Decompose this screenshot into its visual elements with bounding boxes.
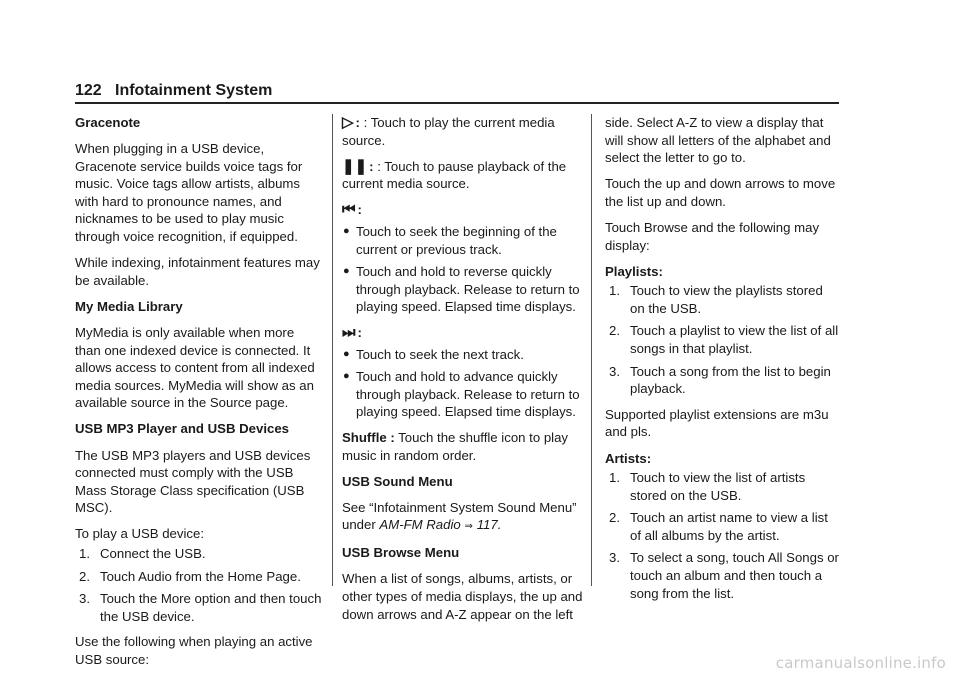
pause-description: ❚❚ : : Touch to pause playback of the current media source. (342, 157, 567, 192)
list-item (342, 368, 584, 421)
shuffle-description (342, 429, 584, 464)
play-text: : Touch to play the current media source. (342, 115, 555, 148)
sound-see-text: See “Infotainment System Sound Menu” under (342, 499, 577, 533)
list-item (342, 223, 584, 258)
column-3 (605, 114, 841, 610)
page-number: 122 (75, 82, 102, 99)
play-icon: ▷ (342, 114, 354, 131)
step-number: 1. (79, 545, 90, 561)
az-paragraph: side. Select A-Z to view a display that will show all letters of the alphabet and select the letter to go to. (605, 115, 831, 166)
seek-back-label: ⏮ : (342, 201, 362, 219)
seek-forward-icon: ⏭ (342, 323, 356, 341)
shuffle-text: Touch the shuffle icon to play music in random order. (342, 429, 569, 463)
bullet-text: Touch and hold to reverse quickly through playback. Release to return to playing speed. Elapsed time displays. (356, 264, 580, 315)
step-number: 2. (79, 568, 90, 584)
step-number: 3. (609, 550, 620, 566)
step-text: Touch to view the playlists stored on the USB. (630, 283, 823, 316)
mymedia-paragraph: MyMedia is only available when more than one indexed device is connected. It allows access to content from all indexed media sources. MyMedia will show as an available source in the Source page. (75, 324, 315, 411)
step-number: 2. (609, 510, 620, 526)
bullet-text: Touch and hold to advance quickly through playback. Release to return to playing speed. Elapsed time displays. (356, 369, 580, 420)
step-text: Touch the More option and then touch the USB device. (100, 591, 322, 624)
step-text: Touch Audio from the Home Page. (100, 568, 301, 584)
column-1 (75, 114, 323, 677)
mymedia-heading: My Media Library (75, 298, 183, 314)
column-2 (342, 114, 584, 632)
step-text: Touch an artist name to view a list of all albums by the artist. (630, 510, 828, 543)
extensions-paragraph: Supported playlist extensions are m3u and pls. (605, 406, 829, 440)
step-number: 3. (609, 363, 620, 379)
usb-mp3-paragraph: The USB MP3 players and USB devices connected must comply with the USB Mass Storage Class specification (USB MSC). (75, 447, 311, 516)
gracenote-heading: Gracenote (75, 115, 141, 130)
to-play-paragraph: To play a USB device: (75, 526, 205, 542)
step-number: 1. (609, 470, 620, 486)
artists-heading: Artists: (605, 450, 652, 466)
list-item (79, 568, 323, 586)
step-text: Touch a playlist to view the list of all songs in that playlist. (630, 323, 839, 357)
browse-menu-heading: USB Browse Menu (342, 545, 460, 561)
page-ref-icon: ⇒ (461, 521, 476, 533)
list-item (609, 509, 841, 544)
page-header (75, 82, 837, 104)
step-number: 1. (609, 283, 620, 299)
list-item (609, 469, 841, 504)
bullet-icon: ● (343, 224, 350, 237)
bullet-icon: ● (343, 347, 350, 360)
watermark: carmanualsonline.info (775, 654, 946, 672)
seek-back-list (342, 223, 584, 316)
play-description: ▷ : : Touch to play the current media source. (342, 114, 555, 148)
shuffle-label: Shuffle : (342, 429, 395, 445)
usb-steps-list (75, 545, 323, 625)
section-title: Infotainment System (115, 82, 273, 99)
use-following-paragraph: Use the following when playing an active USB source: (75, 634, 313, 667)
playlists-list (605, 282, 841, 398)
bullet-icon: ● (343, 370, 350, 383)
artists-list (605, 469, 841, 602)
browse-paragraph: Touch Browse and the following may display: (605, 219, 820, 253)
list-item (79, 545, 323, 563)
sound-menu-paragraph (342, 499, 584, 536)
step-number: 3. (79, 591, 90, 607)
bullet-text: Touch to seek the next track. (356, 346, 524, 362)
column-divider (332, 114, 333, 586)
list-item (342, 263, 584, 316)
step-text: Connect the USB. (100, 545, 206, 561)
bullet-text: Touch to seek the beginning of the current or previous track. (356, 223, 557, 257)
list-item (342, 346, 584, 364)
list-item (609, 322, 841, 357)
playlists-heading: Playlists: (605, 263, 663, 279)
seek-back-icon: ⏮ (342, 201, 356, 219)
seek-forward-list (342, 346, 584, 421)
pause-icon: ❚❚ (342, 157, 368, 175)
step-text: Touch a song from the list to begin playback. (630, 363, 831, 397)
list-item (79, 590, 323, 625)
header-rule (75, 102, 839, 104)
usb-mp3-heading: USB MP3 Player and USB Devices (75, 421, 290, 437)
arrows-paragraph: Touch the up and down arrows to move the list up and down. (605, 176, 836, 209)
seek-forward-label: ⏭ : (342, 323, 362, 341)
list-item (609, 363, 841, 398)
list-item (609, 282, 841, 317)
pause-text: : Touch to pause playback of the current media source. (342, 158, 567, 192)
cross-reference-link[interactable]: AM-FM Radio (379, 517, 461, 533)
gracenote-paragraph: When plugging in a USB device, Gracenote service builds voice tags for music. Voice tags allow artists, albums with hard to pronounce names, and nicknames to be used to play music through voice recognition, if equipped. (75, 141, 303, 245)
step-text: Touch to view the list of artists stored on the USB. (630, 470, 806, 503)
column-divider (591, 114, 592, 586)
page-ref-number: 117. (476, 517, 502, 533)
list-item (609, 549, 841, 602)
indexing-paragraph: While indexing, infotainment features may be available. (75, 255, 320, 288)
sound-menu-heading: USB Sound Menu (342, 473, 453, 489)
step-text: To select a song, touch All Songs or touch an album and then touch a song from the list. (630, 550, 839, 601)
step-number: 2. (609, 323, 620, 339)
browse-menu-paragraph: When a list of songs, albums, artists, or other types of media displays, the up and down arrows and A-Z appear on the left (342, 571, 583, 622)
bullet-icon: ● (343, 265, 350, 278)
